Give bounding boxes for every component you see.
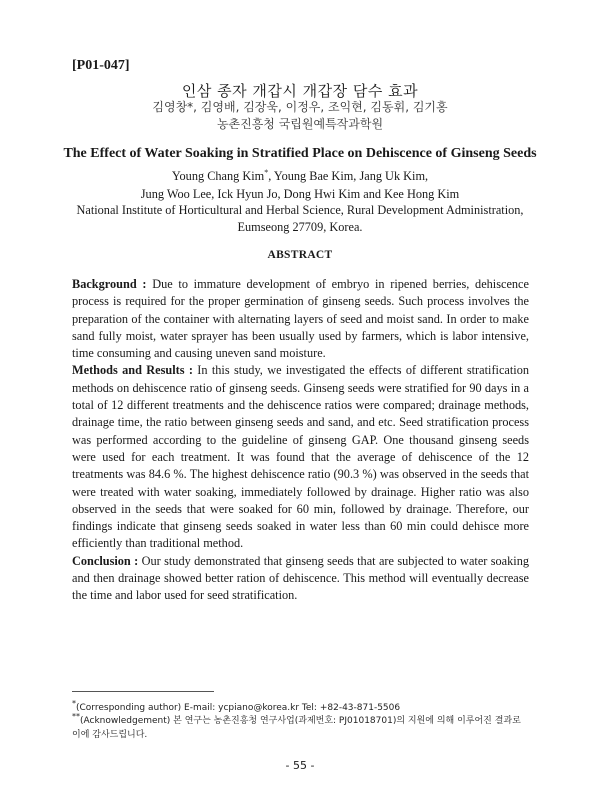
methods-label: Methods and Results : (72, 363, 193, 378)
conclusion-text: Our study demonstrated that ginseng seeds that are subjected to water soaking and then drainage showed better ration of dehiscence. This method will eventually decrease the time and labor used for seed stratification. (72, 553, 529, 603)
korean-title: 인삼 종자 개갑시 개갑장 담수 효과 (181, 82, 419, 100)
footnote-mark-2: ** (72, 712, 80, 721)
author-first: Young Chang Kim (171, 169, 265, 184)
poster-code: [P01-047] (72, 58, 130, 73)
footnote-acknowledgement (72, 710, 532, 742)
english-authors-line2: Jung Woo Lee, Ick Hyun Jo, Dong Hwi Kim and Kee Hong Kim (140, 187, 460, 201)
english-affiliation-line1: National Institute of Horticultural and Herbal Science, Rural Development Administration, (76, 203, 524, 217)
footnote-text-1: (Corresponding author) E-mail: ycpiano@korea.kr Tel: +82-43-871-5506 (76, 703, 401, 713)
abstract-body (72, 276, 529, 605)
background-label: Background : (72, 277, 147, 291)
corresponding-mark: * (264, 168, 269, 177)
english-authors-line1 (0, 168, 600, 184)
footnote-text-2: (Acknowledgement) 본 연구는 농촌진흥청 연구사업(과제번호: PJ01018701)의 지원에 의해 이루어진 결과로 이에 감사드립니다. (72, 716, 521, 740)
english-title: The Effect of Water Soaking in Stratified Place on Dehiscence of Ginseng Seeds (63, 146, 537, 161)
english-affiliation-line2: Eumseong 27709, Korea. (237, 220, 363, 234)
footnote-mark-1: * (72, 699, 76, 708)
background-paragraph (72, 276, 529, 362)
authors-rest: , Young Bae Kim, Jang Uk Kim, (268, 169, 429, 184)
methods-text: In this study, we investigated the effects of different stratification methods on dehiscence ratio of ginseng seeds. Ginseng seeds were stratified for 90 days in a total of 12 different treatments and the dehiscence ratios were compared; drainage methods, drainage time, the ratio between ginseng seeds and sand, and etc. Seed stratification process was performed according to the guideline of ginseng GAP. One thousand ginseng seeds were used for each treatment. It was found that the average of dehiscence of the 12 treatments was 84.6 %. The highest dehiscence ratio (90.3 %) was observed in the seeds that were treated with water soaking, immediately followed by drainage. Higher ratio was also observed in the seeds that were soaked for 60 min, followed by drainage. Therefore, our findings indicate that ginseng seeds soaked in water less than 60 min could dehisce more efficiently than traditional method. (72, 363, 529, 551)
conclusion-label: Conclusion : (72, 553, 139, 568)
korean-authors: 김영창*, 김영배, 김장욱, 이정우, 조익현, 김동휘, 김기홍 (152, 100, 448, 114)
background-text: Due to immature development of embryo in ripened berries, dehiscence process is required for the proper germination of ginseng seeds. Such process involves the preparation of the container with alternating layers of seed and moist sand. In order to make sand fully moist, water sprayer has been usually used by farmers, which is labor intensive, time consuming and causing uneven sand moisture. (72, 277, 529, 361)
abstract-heading: ABSTRACT (267, 249, 333, 261)
methods-paragraph (72, 362, 529, 552)
page-number: - 55 - (285, 759, 315, 772)
korean-affiliation: 농촌진흥청 국립원예특작과학원 (216, 117, 384, 131)
footnote-divider (72, 691, 214, 692)
conclusion-paragraph (72, 553, 529, 605)
